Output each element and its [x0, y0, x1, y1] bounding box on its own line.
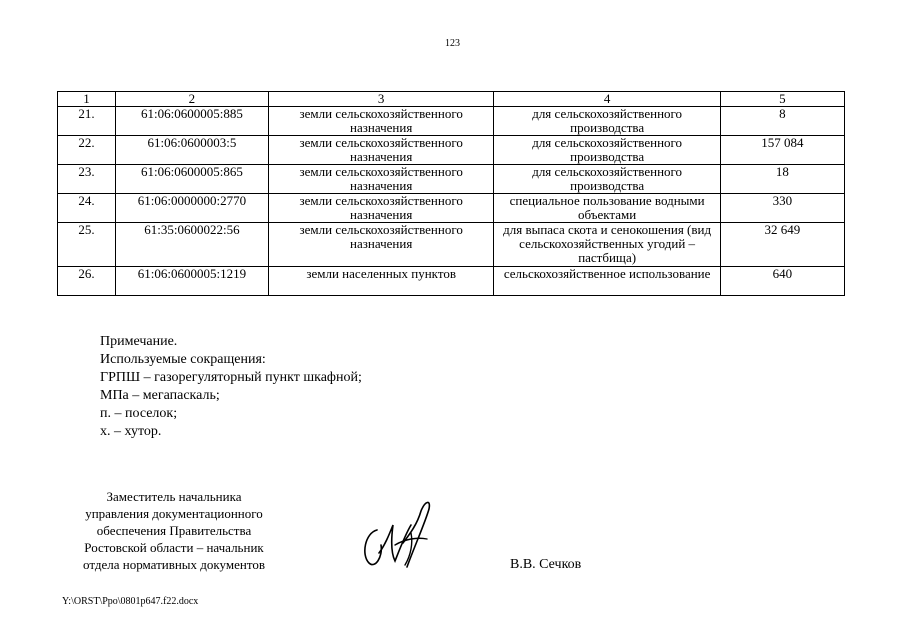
- column-header: 3: [268, 92, 493, 107]
- signer-title-line: отдела нормативных документов: [83, 557, 265, 572]
- area-cell: 640: [720, 267, 844, 296]
- signer-title-line: Заместитель начальника: [106, 489, 242, 504]
- file-path: Y:\ORST\Ppo\0801p647.f22.docx: [62, 596, 199, 607]
- area-cell: 330: [720, 194, 844, 223]
- abbreviation-item: ГРПШ – газорегуляторный пункт шкафной;: [100, 370, 362, 385]
- abbreviation-item: п. – поселок;: [100, 406, 178, 421]
- notes-subtitle: Используемые сокращения:: [100, 352, 266, 367]
- permitted-use-cell: для сельскохозяйственного производства: [494, 165, 720, 194]
- cadastral-number-cell: 61:06:0600005:885: [115, 107, 268, 136]
- row-number-cell: 22.: [58, 136, 116, 165]
- land-category-cell: земли сельскохозяйственного назначения: [268, 107, 493, 136]
- cadastral-number-cell: 61:06:0600005:1219: [115, 267, 268, 296]
- signer-title-line: Ростовской области – начальник: [84, 540, 264, 555]
- permitted-use-cell: для сельскохозяйственного производства: [494, 136, 720, 165]
- land-category-cell: земли сельскохозяйственного назначения: [268, 223, 493, 267]
- land-category-cell: земли сельскохозяйственного назначения: [268, 194, 493, 223]
- land-category-cell: земли населенных пунктов: [268, 267, 493, 296]
- column-header: 5: [720, 92, 844, 107]
- table-row: [58, 165, 845, 194]
- row-number-cell: 26.: [58, 267, 116, 296]
- column-header: 1: [58, 92, 116, 107]
- abbreviation-item: х. – хутор.: [100, 424, 162, 439]
- land-category-cell: земли сельскохозяйственного назначения: [268, 136, 493, 165]
- table-row: [58, 107, 845, 136]
- area-cell: 8: [720, 107, 844, 136]
- land-category-cell: земли сельскохозяйственного назначения: [268, 165, 493, 194]
- table-row: [58, 223, 845, 267]
- notes-section: [100, 333, 362, 441]
- signer-title: [62, 488, 286, 573]
- area-cell: 157 084: [720, 136, 844, 165]
- row-number-cell: 24.: [58, 194, 116, 223]
- abbreviation-item: МПа – мегапаскаль;: [100, 388, 220, 403]
- row-number-cell: 21.: [58, 107, 116, 136]
- permitted-use-cell: для выпаса скота и сенокошения (вид сельскохозяйственных угодий – пастбища): [494, 223, 720, 267]
- permitted-use-cell: специальное пользование водными объектами: [494, 194, 720, 223]
- handwritten-signature: [355, 495, 435, 575]
- land-plots-table: [57, 91, 845, 296]
- cadastral-number-cell: 61:35:0600022:56: [115, 223, 268, 267]
- permitted-use-cell: для сельскохозяйственного производства: [494, 107, 720, 136]
- signer-title-line: обеспечения Правительства: [96, 523, 252, 538]
- area-cell: 18: [720, 165, 844, 194]
- cadastral-number-cell: 61:06:0000000:2770: [115, 194, 268, 223]
- permitted-use-cell: сельскохозяйственное использование: [494, 267, 720, 296]
- column-header: 2: [115, 92, 268, 107]
- signer-title-line: управления документационного: [85, 506, 263, 521]
- area-cell: 32 649: [720, 223, 844, 267]
- row-number-cell: 23.: [58, 165, 116, 194]
- signer-name: В.В. Сечков: [510, 557, 582, 572]
- row-number-cell: 25.: [58, 223, 116, 267]
- table-row: [58, 267, 845, 296]
- notes-title: Примечание.: [100, 334, 178, 349]
- page-number: 123: [445, 38, 460, 49]
- column-header: 4: [494, 92, 720, 107]
- table-header-row: [58, 92, 845, 107]
- cadastral-number-cell: 61:06:0600005:865: [115, 165, 268, 194]
- table-row: [58, 194, 845, 223]
- cadastral-number-cell: 61:06:0600003:5: [115, 136, 268, 165]
- table-row: [58, 136, 845, 165]
